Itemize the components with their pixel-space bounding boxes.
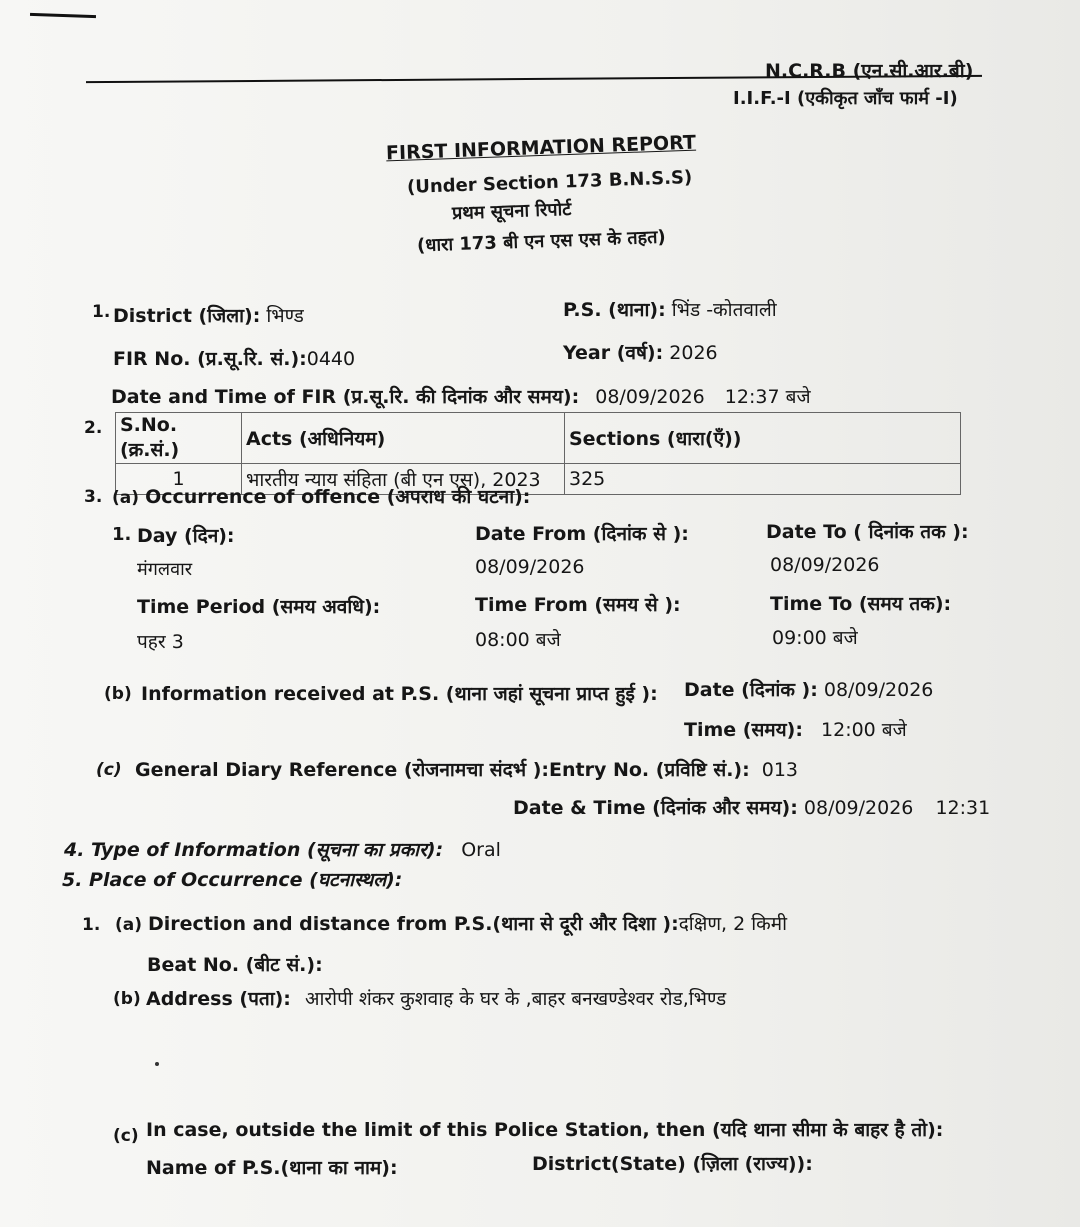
fir-datetime-time: 12:37 बजे: [724, 386, 811, 408]
direction-a-label: (a): [115, 915, 143, 935]
info-received-b-label: (b): [104, 684, 132, 704]
header-sections: Sections (धारा(एँ)): [565, 413, 961, 464]
info-received-date-value: 08/09/2026: [823, 679, 934, 701]
day-value: मंगलवार: [137, 559, 193, 580]
cell-act: भारतीय न्याय संहिता (बी एन एस), 2023: [242, 464, 565, 495]
header-acts: Acts (अधिनियम): [242, 413, 565, 464]
year-value: 2026: [669, 342, 718, 364]
address-b-label: (b): [113, 989, 141, 1009]
type-of-information-label: 4. Type of Information (सूचना का प्रकार):: [64, 839, 444, 861]
time-period-label: Time Period (समय अवधि):: [137, 596, 381, 618]
section-1-number: 1.: [92, 302, 111, 322]
ncrb-label: N.C.R.B (एन.सी.आर.बी): [765, 60, 974, 82]
beat-number-label: Beat No. (बीट सं.):: [147, 954, 323, 976]
iif-label: I.I.F.-I (एकीकृत जाँच फार्म -I): [733, 88, 958, 109]
fir-datetime-row: [111, 383, 811, 409]
outside-ps-name-label: Name of P.S.(थाना का नाम):: [146, 1157, 398, 1179]
district-value: भिण्ड: [266, 305, 304, 327]
cell-section: 325: [565, 464, 961, 495]
date-from-value: 08/09/2026: [475, 556, 585, 578]
ps-label: P.S. (थाना):: [563, 299, 666, 321]
header-sno: S.No. (क्र.सं.): [116, 413, 242, 464]
date-to-value: 08/09/2026: [770, 554, 880, 576]
acts-table-header: [116, 413, 961, 464]
info-received-date-row: [684, 676, 933, 702]
year-label: Year (वर्ष):: [563, 342, 664, 364]
outside-district-state-label: District(State) (ज़िला (राज्य)):: [532, 1153, 813, 1175]
occurrence-title: Occurrence of offence (अपराध की घटना):: [145, 486, 531, 508]
direction-value: दक्षिण, 2 किमी: [678, 913, 788, 935]
direction-label: Direction and distance from P.S.(थाना से दूरी और दिशा ):: [148, 913, 679, 935]
outside-limit-c-label: (c): [113, 1126, 139, 1146]
gd-datetime-time: 12:31: [935, 797, 991, 819]
place-of-occurrence-heading: 5. Place of Occurrence (घटनास्थल):: [62, 869, 403, 891]
gd-datetime-label: Date & Time (दिनांक और समय):: [513, 797, 798, 819]
report-hindi-title: प्रथम सूचना रिपोर्ट: [451, 198, 572, 225]
outside-limit-label: In case, outside the limit of this Police Station, then (यदि थाना सीमा के बाहर है तो):: [146, 1119, 944, 1141]
fir-label: FIR No. (प्र.सू.रि. सं.):: [113, 348, 307, 370]
fir-datetime-label: Date and Time of FIR (प्र.सू.रि. की दिनांक और समय):: [111, 386, 580, 408]
year-row: [563, 339, 718, 365]
info-received-time-value: 12:00 बजे: [821, 719, 907, 741]
gd-label: General Diary Reference (रोजनामचा संदर्भ ):: [135, 759, 549, 781]
info-received-time-row: [684, 716, 907, 742]
fir-number-row: [113, 345, 355, 371]
info-received-label: Information received at P.S. (थाना जहां सूचना प्राप्त हुई ):: [141, 683, 658, 705]
time-to-value: 09:00 बजे: [772, 627, 858, 649]
place-sub-number: 1.: [82, 915, 101, 935]
date-from-label: Date From (दिनांक से ):: [475, 523, 689, 545]
gd-entry-label: Entry No. (प्रविष्टि सं.):: [549, 759, 750, 781]
gd-datetime-row: [513, 794, 990, 820]
address-label: Address (पता):: [146, 988, 291, 1010]
info-received-time-label: Time (समय):: [684, 719, 803, 741]
section-3-number: 3.: [84, 487, 103, 507]
time-from-value: 08:00 बजे: [475, 629, 561, 651]
gd-entry-value: 013: [761, 759, 799, 781]
cell-sno: 1: [116, 464, 242, 495]
gd-datetime-value: 08/09/2026: [803, 797, 914, 819]
fir-value: 0440: [306, 348, 356, 370]
occurrence-heading: [112, 483, 530, 509]
ps-row: [563, 296, 777, 322]
ps-value: भिंड -कोतवाली: [671, 299, 777, 321]
address-value: आरोपी शंकर कुशवाह के घर के ,बाहर बनखण्डेश्वर रोड,भिण्ड: [304, 988, 727, 1010]
district-label: District (जिला):: [113, 305, 261, 327]
occurrence-a-label: (a): [112, 488, 140, 508]
info-received-date-label: Date (दिनांक ):: [684, 679, 818, 701]
report-under-section: (Under Section 173 B.N.S.S): [406, 167, 693, 198]
date-to-label: Date To ( दिनांक तक ):: [766, 521, 969, 543]
report-title: FIRST INFORMATION REPORT: [385, 131, 697, 165]
address-row: [146, 985, 726, 1011]
type-of-information-value: Oral: [461, 839, 501, 861]
time-from-label: Time From (समय से ):: [475, 594, 681, 616]
pen-mark: [30, 13, 96, 18]
type-of-information-row: [64, 836, 501, 862]
stray-ink-dot: [155, 1062, 159, 1066]
report-hindi-section: (धारा 173 बी एन एस एस के तहत): [416, 226, 666, 257]
section-2-number: 2.: [84, 418, 103, 438]
gd-row: [135, 756, 798, 782]
gd-c-label: (c): [96, 760, 122, 780]
district-row: [113, 302, 304, 328]
time-period-value: पहर 3: [137, 631, 184, 653]
occurrence-sub-number: 1.: [112, 524, 132, 545]
fir-datetime-value: 08/09/2026: [595, 386, 705, 408]
time-to-label: Time To (समय तक):: [770, 593, 952, 615]
direction-row: [148, 910, 787, 936]
day-label: Day (दिन):: [137, 525, 235, 547]
